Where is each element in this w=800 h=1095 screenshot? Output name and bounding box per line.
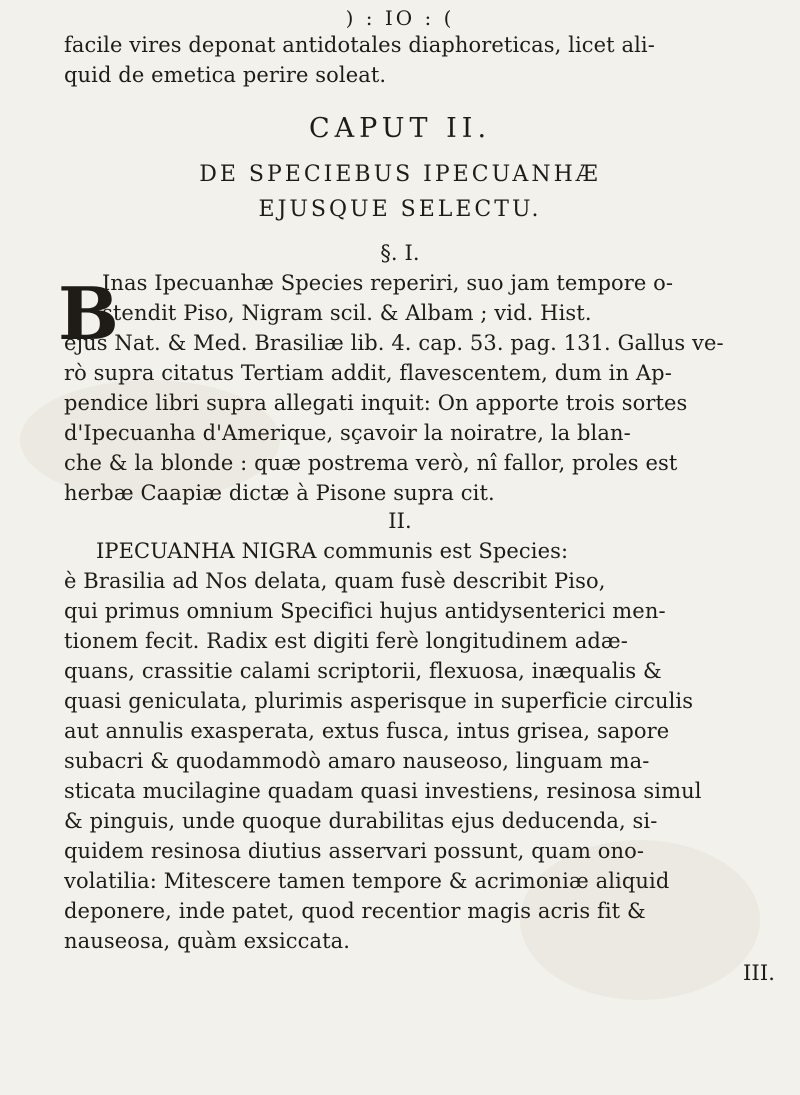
section-number-1: §. I. [380, 241, 420, 265]
paragraph-line: volatilia: Mitescere tamen tempore & acrimoniæ aliquid [64, 869, 670, 893]
paragraph-line: quidem resinosa diutius asservari possunt, quam ono- [64, 839, 645, 863]
paragraph-line: herbæ Caapiæ dictæ à Pisone supra cit. [64, 481, 495, 505]
paragraph-line: è Brasilia ad Nos delata, quam fusè describit Piso, [64, 569, 606, 593]
paragraph-line: qui primus omnium Specifici hujus antidysenterici men- [64, 599, 666, 623]
paragraph-line: quasi geniculata, plurimis asperisque in superficie circulis [64, 689, 694, 713]
paragraph-line: che & la blonde : quæ postrema verò, nî fallor, proles est [64, 451, 678, 475]
chapter-subtitle-2: EJUSQUE SELECTU. [258, 197, 542, 222]
intro-line: facile vires deponat antidotales diaphoreticas, licet ali- [64, 33, 655, 57]
chapter-subtitle-1: DE SPECIEBUS IPECUANHÆ [199, 162, 601, 187]
paragraph-line: deponere, inde patet, quod recentior magis acris fit & [64, 899, 646, 923]
intro-line: quid de emetica perire soleat. [64, 63, 387, 87]
catchword: III. [743, 961, 775, 985]
paragraph-line: quans, crassitie calami scriptorii, flexuosa, inæqualis & [64, 659, 662, 683]
paragraph-line: nauseosa, quàm exsiccata. [64, 929, 351, 953]
paragraph-line: ejus Nat. & Med. Brasiliæ lib. 4. cap. 53. pag. 131. Gallus ve- [64, 331, 724, 355]
paragraph-line: subacri & quodammodò amaro nauseoso, linguam ma- [64, 749, 650, 773]
paragraph-line: sticata mucilagine quadam quasi investiens, resinosa simul [64, 779, 702, 803]
paragraph-line: tionem fecit. Radix est digiti ferè longitudinem adæ- [64, 629, 628, 653]
paragraph-line: pendice libri supra allegati inquit: On apporte trois sortes [64, 391, 688, 415]
paragraph-line: Inas Ipecuanhæ Species reperiri, suo jam tempore o- [102, 271, 674, 295]
paragraph-line: stendit Piso, Nigram scil. & Albam ; vid. Hist. [102, 301, 592, 325]
paragraph-line: IPECUANHA NIGRA communis est Species: [96, 539, 569, 563]
paragraph-line: & pinguis, unde quoque durabilitas ejus deducenda, si- [64, 809, 658, 833]
paragraph-line: d'Ipecuanha d'Amerique, sçavoir la noiratre, la blan- [64, 421, 631, 445]
page-number-header: ) : IO : ( [345, 6, 455, 30]
drop-capital: B [58, 271, 119, 356]
paragraph-line: aut annulis exasperata, extus fusca, intus grisea, sapore [64, 719, 670, 743]
chapter-title: CAPUT II. [308, 113, 492, 144]
section-number-2: II. [388, 509, 412, 533]
paragraph-line: rò supra citatus Tertiam addit, flavescentem, dum in Ap- [64, 361, 672, 385]
